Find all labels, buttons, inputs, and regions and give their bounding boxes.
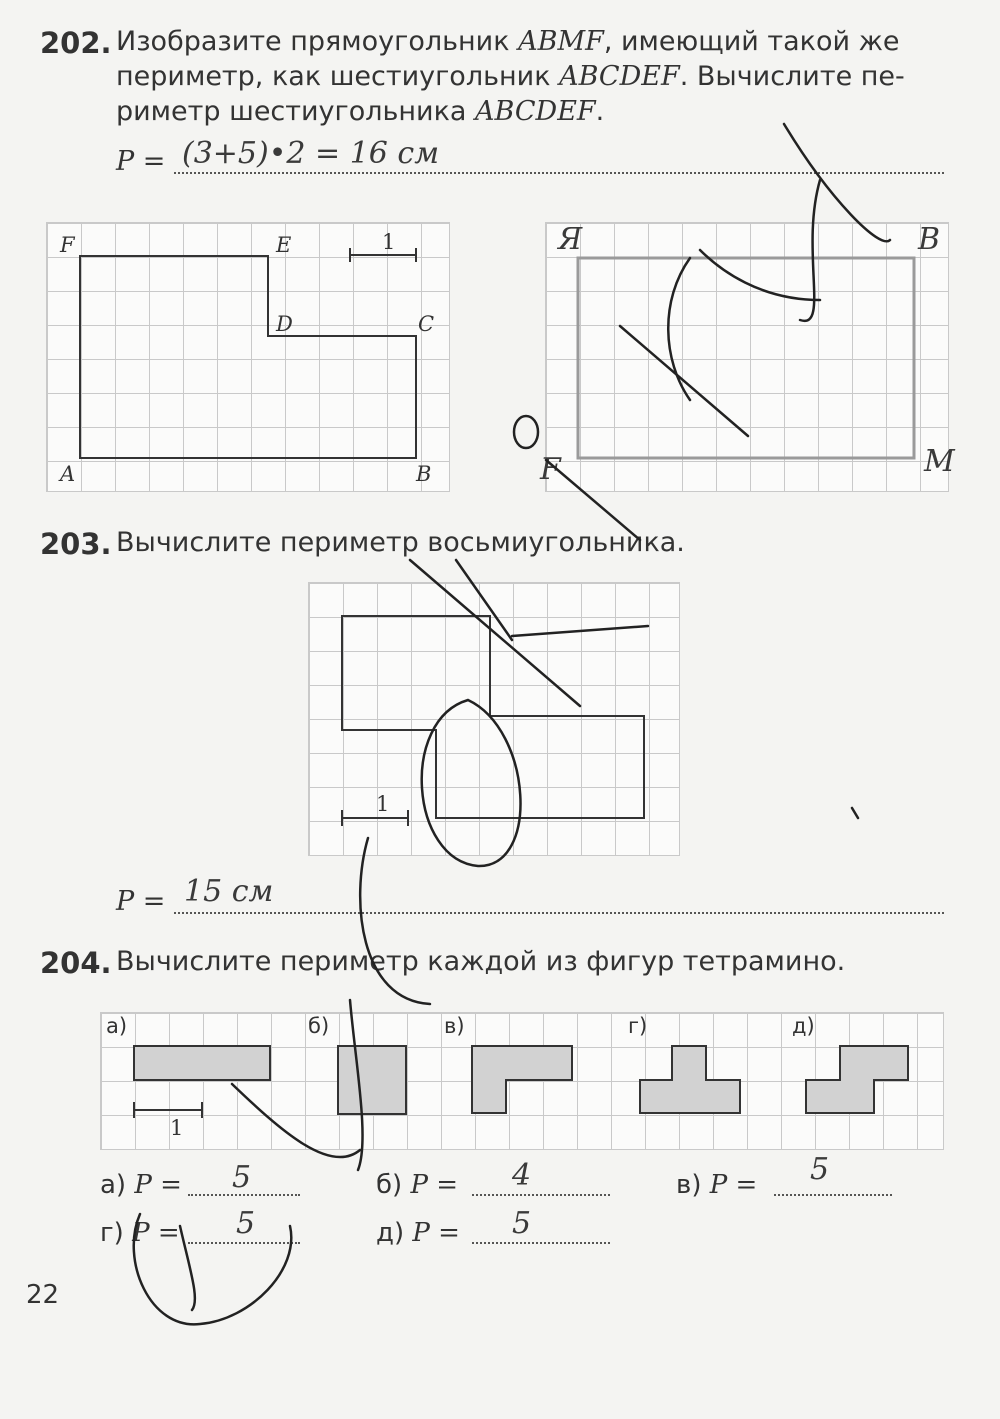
figure-label-b: б) (308, 1014, 330, 1038)
vertex-label-c: C (418, 312, 435, 336)
task-202-p-label: P = (116, 146, 166, 177)
rect-label-f: F (540, 452, 561, 487)
answer-g-line[interactable] (188, 1242, 300, 1244)
vertex-label-b: B (416, 462, 432, 486)
vertex-label-e: E (276, 233, 292, 257)
vertex-label-f: F (60, 233, 75, 257)
figure-label-g: г) (628, 1014, 648, 1038)
answer-v: в) P = (676, 1170, 758, 1200)
answer-d-value: 5 (512, 1206, 532, 1241)
task-202-line-3: риметр шестиугольника ABCDEF. (116, 96, 605, 127)
task-202-line-2: периметр, как шестиугольник ABCDEF. Вычислите пе- (116, 61, 905, 92)
vertex-label-a: A (60, 462, 76, 486)
tetromino-scale-label: 1 (170, 1116, 184, 1140)
answer-b: б) P = (376, 1170, 458, 1200)
rect-label-b: B (918, 222, 941, 257)
answer-d-line[interactable] (472, 1242, 610, 1244)
task-203-number: 203. (40, 527, 112, 561)
page-number: 22 (26, 1280, 60, 1310)
scale-label: 1 (382, 230, 396, 254)
answer-g: г) P = (100, 1218, 180, 1248)
figure-label-v: в) (444, 1014, 465, 1038)
task-203-text: Вычислите периметр восьмиугольника. (116, 527, 685, 558)
task-204-number: 204. (40, 946, 112, 980)
answer-a: а) P = (100, 1170, 182, 1200)
task-202-line-1: Изобразите прямоугольник ABMF, имеющий такой же (116, 26, 900, 57)
figure-label-d: д) (792, 1014, 815, 1038)
answer-v-line[interactable] (774, 1194, 892, 1196)
answer-v-value: 5 (810, 1152, 830, 1187)
answer-b-line[interactable] (472, 1194, 610, 1196)
vertex-label-d: D (276, 312, 293, 336)
answer-g-value: 5 (236, 1206, 256, 1241)
figure-label-a: а) (106, 1014, 128, 1038)
answer-b-value: 4 (512, 1158, 532, 1193)
rect-label-m: M (924, 444, 955, 479)
task-202-number: 202. (40, 26, 112, 60)
task-204-text: Вычислите периметр каждой из фигур тетрамино. (116, 946, 846, 977)
rect-label-a: Я (558, 222, 583, 257)
task-202-handwritten-answer: (3+5)•2 = 16 см (182, 136, 440, 171)
octagon-scale-label: 1 (376, 792, 390, 816)
task-203-handwritten-answer: 15 см (184, 874, 274, 909)
answer-d: д) P = (376, 1218, 460, 1248)
answer-a-value: 5 (232, 1160, 252, 1195)
task-203-p-label: P = (116, 886, 166, 917)
